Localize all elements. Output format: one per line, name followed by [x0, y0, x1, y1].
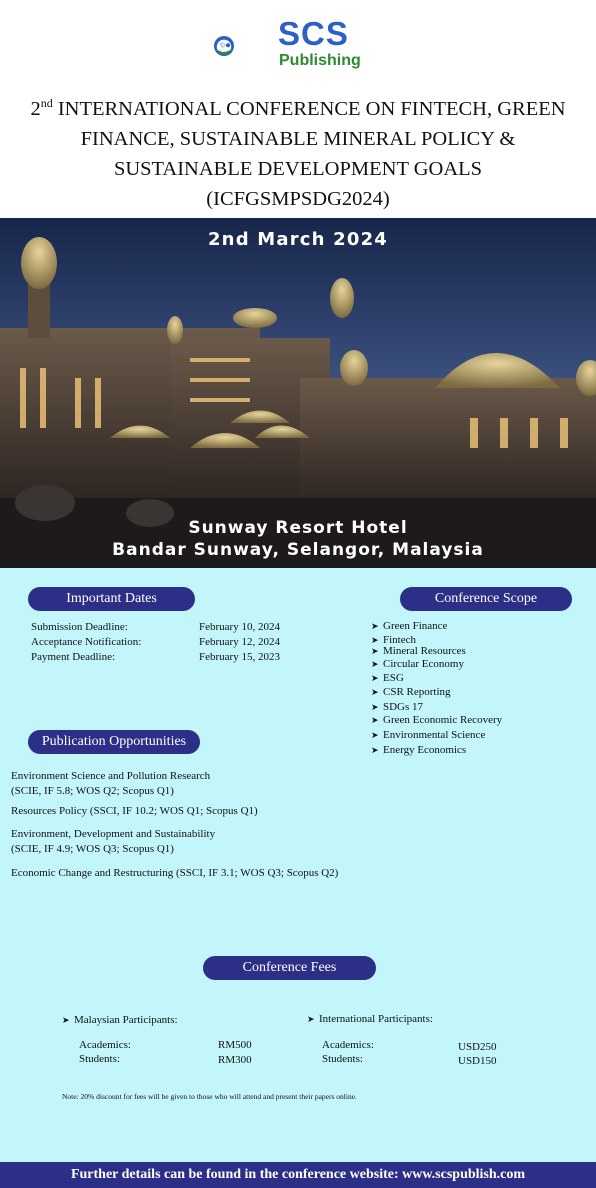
resort-illustration [0, 218, 596, 568]
international-academics-fee: USD250 [458, 1041, 497, 1053]
title-line-4: (ICFGSMPSDG2024) [206, 188, 390, 210]
arrow-bullet-icon: ➤ [371, 621, 379, 631]
title-line-2: FINANCE, SUSTAINABLE MINERAL POLICY & [80, 128, 516, 150]
arrow-bullet-icon: ➤ [371, 745, 379, 755]
malaysian-students-label: Students: [79, 1053, 120, 1065]
journal-line: (SCIE, IF 5.8; WOS Q2; Scopus Q1) [11, 785, 174, 797]
international-students-label: Students: [322, 1053, 363, 1065]
payment-label: Payment Deadline: [31, 651, 116, 663]
important-dates-heading: Important Dates [28, 587, 195, 611]
title-ordinal: 2 [30, 98, 41, 120]
scope-item: ➤ Mineral Resources [371, 645, 466, 657]
malaysian-academics-fee: RM500 [218, 1039, 252, 1051]
arrow-bullet-icon: ➤ [371, 702, 379, 712]
hero-photo [0, 218, 596, 568]
malaysian-participants-title: ➤ Malaysian Participants: [62, 1014, 178, 1026]
title-ordinal-suffix: nd [40, 96, 53, 111]
arrow-bullet-icon: ➤ [371, 673, 379, 683]
scope-item: ➤ ESG [371, 672, 404, 684]
international-students-fee: USD150 [458, 1055, 497, 1067]
scope-item: ➤ SDGs 17 [371, 701, 424, 713]
international-participants-title: ➤ International Participants: [307, 1013, 433, 1025]
title-line-1: INTERNATIONAL CONFERENCE ON FINTECH, GREEN [52, 98, 566, 120]
event-date: 2nd March 2024 [207, 229, 389, 250]
footer-website-banner: Further details can be found in the conference website: www.scspublish.com [0, 1162, 596, 1188]
publication-heading: Publication Opportunities [28, 730, 200, 754]
scope-item: ➤ Energy Economics [371, 744, 467, 756]
scope-item: ➤ Environmental Science [371, 729, 486, 741]
submission-label: Submission Deadline: [31, 621, 128, 633]
header [0, 0, 596, 218]
venue-name: Sunway Resort Hotel [188, 518, 408, 538]
journal-line: Environment Science and Pollution Research [11, 770, 211, 782]
arrow-bullet-icon: ➤ [307, 1014, 315, 1024]
scope-item: ➤ Fintech [371, 634, 416, 646]
malaysian-students-fee: RM300 [218, 1054, 252, 1066]
discount-note: Note: 20% discount for fees will be given to those who will attend and present their papers online. [62, 1092, 357, 1101]
conference-title [12, 94, 584, 214]
conference-scope-heading: Conference Scope [400, 587, 572, 611]
acceptance-label: Acceptance Notification: [31, 636, 142, 648]
acceptance-date: February 12, 2024 [199, 636, 280, 648]
scs-globe-logo-icon [212, 18, 276, 74]
scope-item: ➤ Green Economic Recovery [371, 714, 503, 726]
malaysian-academics-label: Academics: [79, 1039, 131, 1051]
title-line-3: SUSTAINABLE DEVELOPMENT GOALS [113, 158, 483, 180]
scope-item: ➤ CSR Reporting [371, 686, 451, 698]
arrow-bullet-icon: ➤ [371, 715, 379, 725]
submission-date: February 10, 2024 [199, 621, 280, 633]
venue-location: Bandar Sunway, Selangor, Malaysia [112, 540, 484, 560]
logo-subtitle: Publishing [279, 52, 361, 69]
arrow-bullet-icon: ➤ [371, 687, 379, 697]
payment-date: February 15, 2023 [199, 651, 280, 663]
scope-item: ➤ Circular Economy [371, 658, 464, 670]
arrow-bullet-icon: ➤ [62, 1015, 70, 1025]
international-academics-label: Academics: [322, 1039, 374, 1051]
arrow-bullet-icon: ➤ [371, 730, 379, 740]
scope-item: ➤ Green Finance [371, 620, 448, 632]
journal-line: Environment, Development and Sustainability [11, 828, 216, 840]
journal-line: Resources Policy (SSCI, IF 10.2; WOS Q1; Scopus Q1) [11, 805, 258, 817]
conference-fees-heading: Conference Fees [203, 956, 376, 980]
logo-name: SCS [278, 15, 349, 52]
journal-line: (SCIE, IF 4.9; WOS Q3; Scopus Q1) [11, 843, 174, 855]
arrow-bullet-icon: ➤ [371, 635, 379, 645]
journal-line: Economic Change and Restructuring (SSCI, IF 3.1; WOS Q3; Scopus Q2) [11, 867, 339, 879]
arrow-bullet-icon: ➤ [371, 659, 379, 669]
arrow-bullet-icon: ➤ [371, 646, 379, 656]
